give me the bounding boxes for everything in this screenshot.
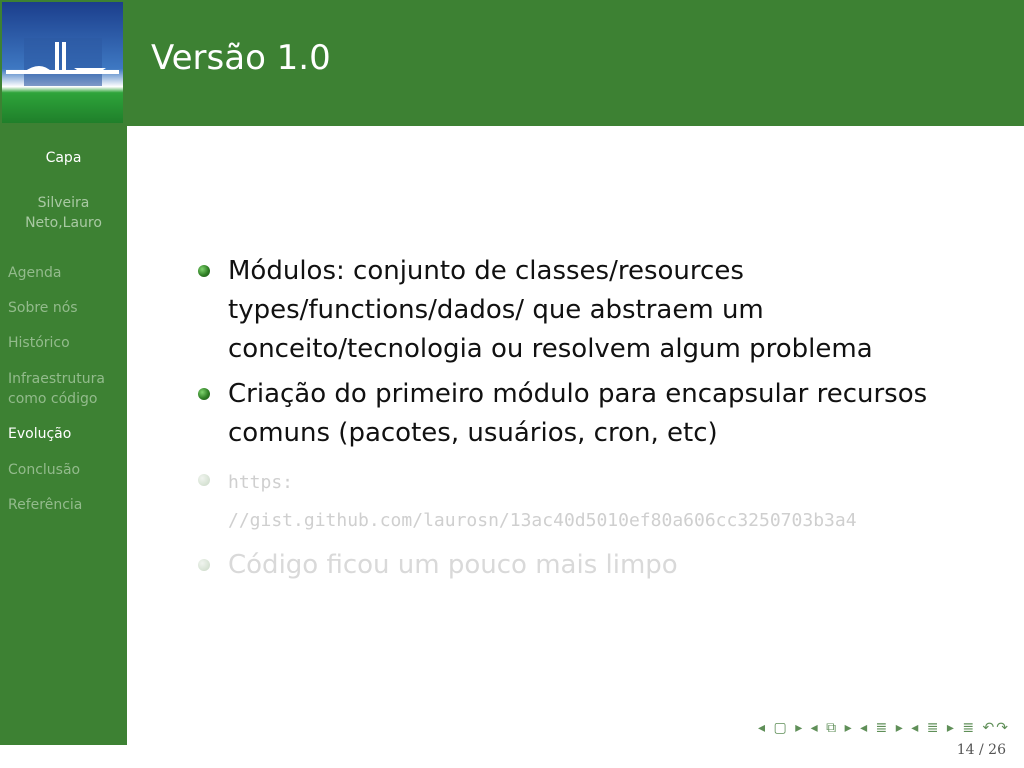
bullet-icon (198, 474, 210, 486)
page-number: 14 / 26 (956, 742, 1006, 758)
sidebar-item-conclusao[interactable]: Conclusão (8, 462, 81, 478)
bullet-icon (198, 265, 210, 277)
sidebar-item-sobre-nos[interactable]: Sobre nós (8, 300, 78, 316)
sidebar (0, 0, 127, 745)
gist-link-line1[interactable]: https: (228, 472, 294, 493)
congress-logo (2, 2, 123, 123)
sidebar-item-referencia[interactable]: Referência (8, 497, 83, 513)
bullet-icon (198, 388, 210, 400)
sidebar-current-section: Capa (45, 150, 82, 166)
bullet-text: Código ficou um pouco mais limpo (228, 550, 678, 580)
beamer-navigation-symbols[interactable]: ◂ ▢ ▸ ◂ ⧉ ▸ ◂ ≣ ▸ ◂ ≣ ▸ ≣ ↶↷ (758, 720, 1010, 736)
sidebar-item-agenda[interactable]: Agenda (8, 265, 62, 281)
sidebar-author: Silveira Neto,Lauro (25, 195, 102, 231)
sidebar-item-evolucao[interactable]: Evolução (8, 426, 72, 442)
bullet-text: Módulos: conjunto de classes/resources types/functions/dados/ que abstraem um conceito/tecnologia ou resolvem algum problema (228, 256, 873, 364)
sidebar-item-infraestrutura[interactable]: Infraestrutura como código (8, 371, 105, 407)
slide-title: Versão 1.0 (151, 38, 331, 78)
sidebar-item-historico[interactable]: Histórico (8, 335, 70, 351)
bullet-icon (198, 559, 210, 571)
slide-header (127, 0, 1024, 126)
bullet-text: Criação do primeiro módulo para encapsular recursos comuns (pacotes, usuários, cron, etc) (228, 379, 928, 448)
gist-link-line2[interactable]: //gist.github.com/laurosn/13ac40d5010ef80a606cc3250703b3a4 (228, 510, 857, 531)
